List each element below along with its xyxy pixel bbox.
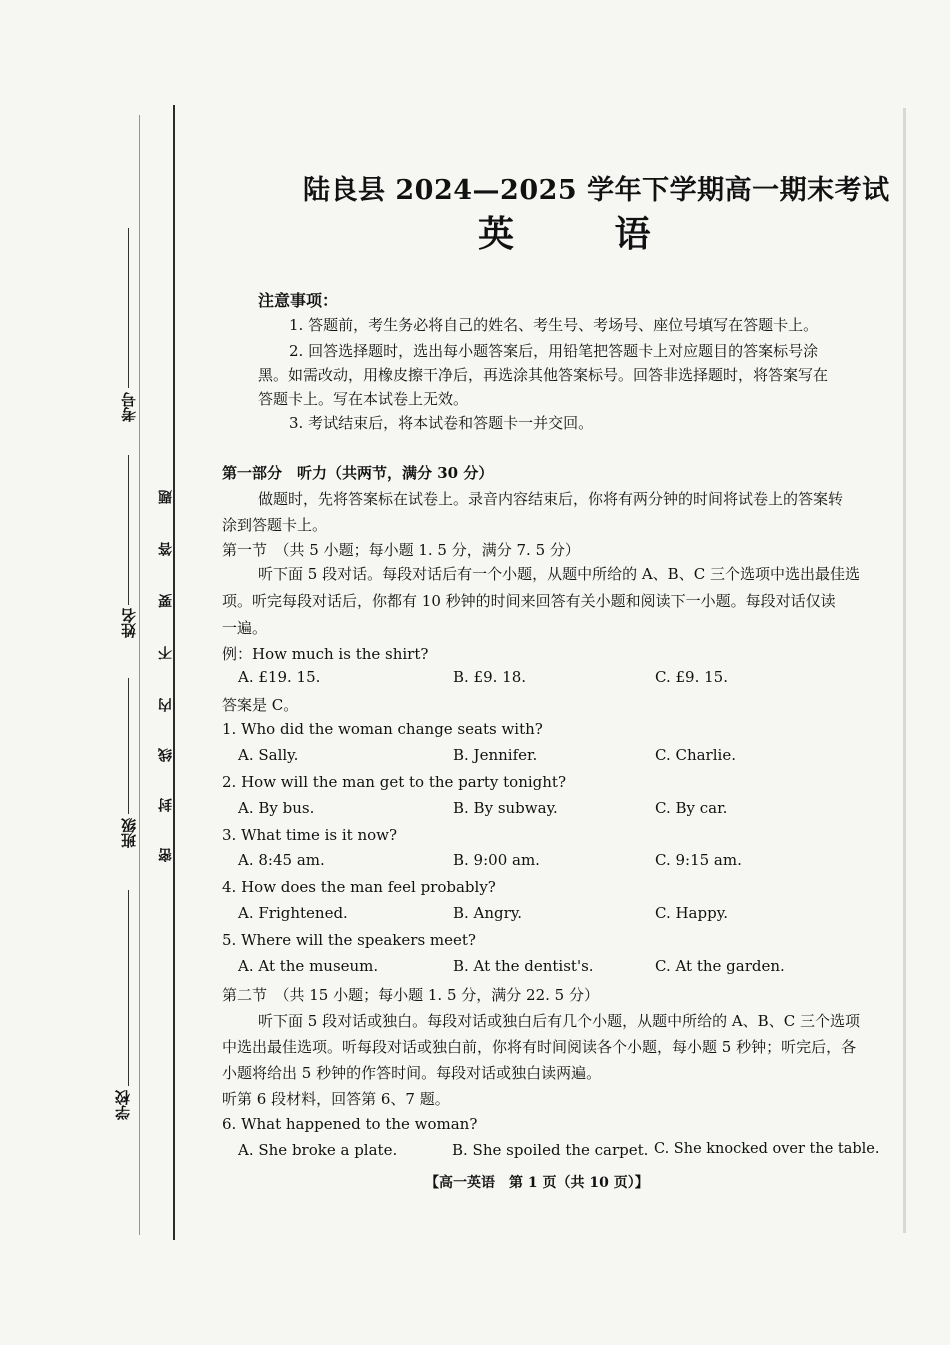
q4-option-c: C. Happy. bbox=[655, 904, 728, 922]
question-2: 2. How will the man get to the party tonight? bbox=[222, 773, 566, 791]
q2-option-a: A. By bus. bbox=[238, 799, 315, 817]
section2-heading: 第二节 （共 15 小题；每小题 1. 5 分，满分 22. 5 分） bbox=[222, 986, 599, 1004]
q3-option-a: A. 8:45 am. bbox=[238, 851, 325, 869]
question-3: 3. What time is it now? bbox=[222, 826, 398, 844]
notice-line: 1. 答题前，考生务必将自己的姓名、考生号、考场号、座位号填写在答题卡上。 bbox=[289, 316, 819, 334]
q5-option-a: A. At the museum. bbox=[238, 957, 379, 975]
q4-option-b: B. Angry. bbox=[453, 904, 523, 922]
question-5: 5. Where will the speakers meet? bbox=[222, 931, 476, 949]
seal-char: 要 bbox=[158, 594, 174, 608]
section1-intro-line: 项。听完每段对话后，你都有 10 秒钟的时间来回答有关小题和阅读下一小题。每段对话仅读 bbox=[222, 592, 836, 610]
section2-material: 听第 6 段材料，回答第 6、7 题。 bbox=[222, 1090, 450, 1108]
class-label: 班级 bbox=[120, 818, 138, 848]
q1-option-b: B. Jennifer. bbox=[453, 746, 538, 764]
example-option-c: C. £9. 15. bbox=[655, 668, 728, 686]
section1-heading: 第一节 （共 5 小题；每小题 1. 5 分，满分 7. 5 分） bbox=[222, 541, 580, 559]
section1-intro-line: 听下面 5 段对话。每段对话后有一个小题，从题中所给的 A、B、C 三个选项中选出最佳选 bbox=[258, 565, 860, 583]
part1-intro-line: 做题时，先将答案标在试卷上。录音内容结束后，你将有两分钟的时间将试卷上的答案转 bbox=[258, 490, 844, 508]
q3-option-c: C. 9:15 am. bbox=[655, 851, 742, 869]
q6-option-b: B. She spoiled the carpet. bbox=[452, 1141, 649, 1159]
notice-line: 2. 回答选择题时，选出每小题答案后，用铅笔把答题卡上对应题目的答案标号涂 bbox=[289, 342, 819, 360]
seal-char: 内 bbox=[158, 698, 174, 712]
subject-title: 英 语 bbox=[478, 213, 695, 255]
section2-intro-line: 听下面 5 段对话或独白。每段对话或独白后有几个小题，从题中所给的 A、B、C 三个选项 bbox=[258, 1012, 860, 1030]
example-option-a: A. £19. 15. bbox=[238, 668, 321, 686]
notice-line: 黑。如需改动，用橡皮擦干净后，再选涂其他答案标号。回答非选择题时，将答案写在 bbox=[258, 366, 829, 384]
name-label: 姓名 bbox=[120, 608, 138, 638]
binding-line bbox=[173, 105, 175, 1240]
notice-line: 3. 考试结束后，将本试卷和答题卡一并交回。 bbox=[289, 414, 594, 432]
exam-number-label: 考号 bbox=[120, 392, 138, 422]
name-blank bbox=[128, 455, 129, 605]
exam-number-blank bbox=[128, 228, 129, 388]
example-question: 例：How much is the shirt? bbox=[222, 645, 429, 663]
q6-option-a: A. She broke a plate. bbox=[238, 1141, 398, 1159]
section2-intro-line: 小题将给出 5 秒钟的作答时间。每段对话或独白读两遍。 bbox=[222, 1064, 602, 1082]
seal-char: 封 bbox=[158, 798, 174, 812]
notice-heading: 注意事项： bbox=[258, 291, 339, 310]
exam-title: 陆良县 2024—2025 学年下学期高一期末考试 bbox=[303, 175, 890, 206]
margin-line-inner bbox=[139, 115, 140, 1235]
section1-intro-line: 一遍。 bbox=[222, 619, 268, 637]
seal-char: 题 bbox=[158, 490, 174, 504]
section2-intro-line: 中选出最佳选项。听每段对话或独白前，你将有时间阅读各个小题，每小题 5 秒钟；听完后，各 bbox=[222, 1038, 857, 1056]
page-footer: 【高一英语 第 1 页（共 10 页）】 bbox=[425, 1175, 649, 1191]
part1-intro-line: 涂到答题卡上。 bbox=[222, 516, 328, 534]
q5-option-b: B. At the dentist's. bbox=[453, 957, 594, 975]
notice-line: 答题卡上。写在本试卷上无效。 bbox=[258, 390, 469, 408]
q1-option-c: C. Charlie. bbox=[655, 746, 736, 764]
seal-char: 线 bbox=[158, 748, 174, 762]
school-label: 学校 bbox=[114, 1090, 132, 1120]
q4-option-a: A. Frightened. bbox=[238, 904, 348, 922]
question-4: 4. How does the man feel probably? bbox=[222, 878, 496, 896]
part1-heading: 第一部分 听力（共两节，满分 30 分） bbox=[222, 464, 494, 482]
seal-char: 密 bbox=[158, 848, 174, 862]
example-answer: 答案是 C。 bbox=[222, 696, 299, 714]
question-1: 1. Who did the woman change seats with? bbox=[222, 720, 543, 738]
school-blank bbox=[128, 890, 129, 1086]
q6-option-c: C. She knocked over the table. bbox=[654, 1141, 880, 1157]
q5-option-c: C. At the garden. bbox=[655, 957, 785, 975]
question-6: 6. What happened to the woman? bbox=[222, 1115, 478, 1133]
example-option-b: B. £9. 18. bbox=[453, 668, 527, 686]
q2-option-b: B. By subway. bbox=[453, 799, 558, 817]
q2-option-c: C. By car. bbox=[655, 799, 728, 817]
seal-char: 答 bbox=[158, 542, 174, 556]
seal-char: 不 bbox=[158, 646, 174, 660]
q3-option-b: B. 9:00 am. bbox=[453, 851, 540, 869]
page-edge bbox=[903, 108, 906, 1233]
q1-option-a: A. Sally. bbox=[238, 746, 299, 764]
class-blank bbox=[128, 678, 129, 814]
